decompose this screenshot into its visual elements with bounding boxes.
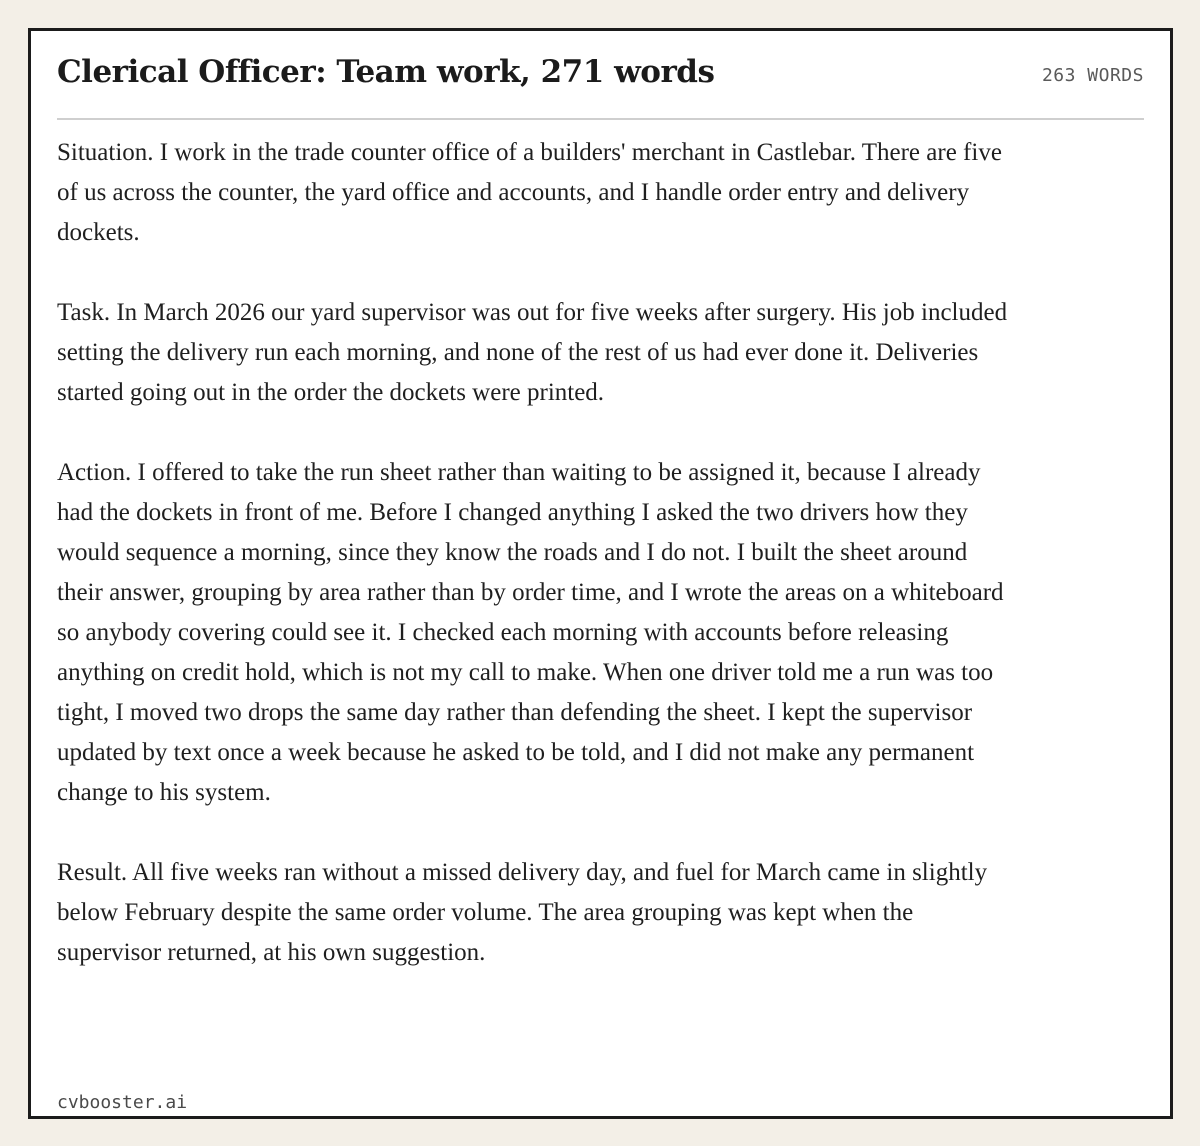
paragraph-situation: Situation. I work in the trade counter office of a builders' merchant in Castlebar. There are five of us across the counter, the yard office and accounts, and I handle order entry and delivery dockets.	[57, 139, 1002, 246]
paragraph-action: Action. I offered to take the run sheet rather than waiting to be assigned it, because I already had the dockets in front of me. Before I changed anything I asked the two drivers how they would sequence a morning, since they know the roads and I do not. I built the sheet around their answer, grouping by area rather than by order time, and I wrote the areas on a whiteboard so anybody covering could see it. I checked each morning with accounts before releasing anything on credit hold, which is not my call to make. When one driver told me a run was too tight, I moved two drops the same day rather than defending the sheet. I kept the supervisor updated by text once a week because he asked to be told, and I did not make any permanent change to his system.	[57, 459, 1004, 806]
word-count-badge: 263 WORDS	[1041, 65, 1144, 86]
page-title: Clerical Officer: Team work, 271 words	[57, 54, 715, 90]
answer-body	[57, 133, 1017, 973]
paragraph-result: Result. All five weeks ran without a missed delivery day, and fuel for March came in slightly below February despite the same order volume. The area grouping was kept when the supervisor returned, at his own suggestion.	[57, 859, 988, 966]
answer-card	[28, 28, 1173, 1119]
paragraph-task: Task. In March 2026 our yard supervisor was out for five weeks after surgery. His job included setting the delivery run each morning, and none of the rest of us had ever done it. Deliveries started going out in the order the dockets were printed.	[57, 299, 1008, 406]
card-header	[57, 31, 1144, 120]
brand-footer: cvbooster.ai	[57, 1092, 188, 1113]
